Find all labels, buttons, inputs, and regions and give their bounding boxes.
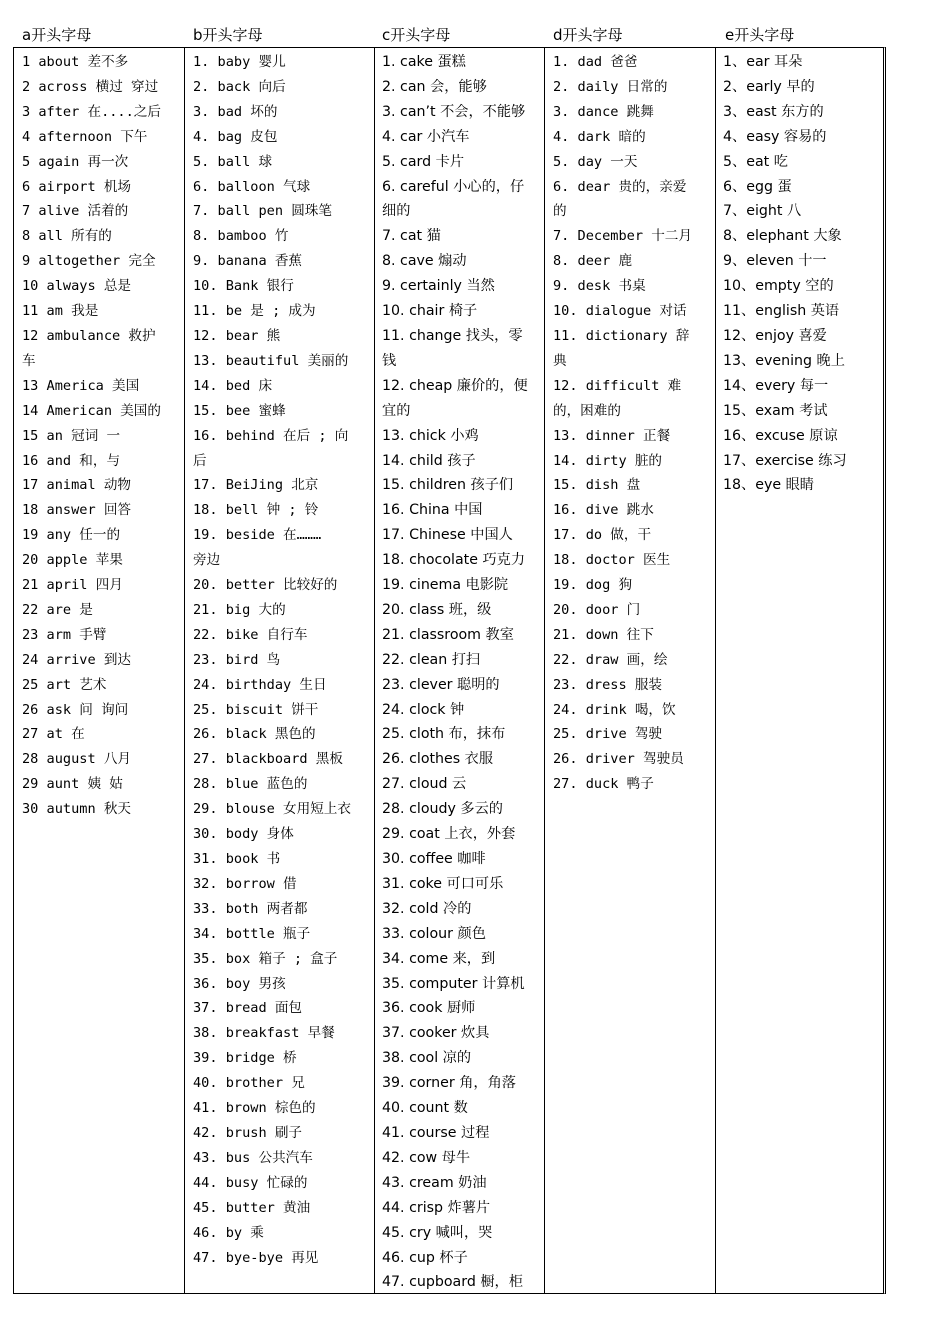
word-entry: 24. clock 钟 — [382, 701, 465, 718]
word-entry: 2. can 会，能够 — [382, 78, 487, 95]
word-entry: 26. driver 驾驶员 — [553, 751, 684, 768]
word-entry: 44. crisp 炸薯片 — [382, 1199, 491, 1216]
word-entry: 14. bed 床 — [193, 377, 273, 394]
word-entry: 16. behind 在后 ; 向 — [193, 427, 349, 444]
word-entry: 26. clothes 衣服 — [382, 751, 494, 768]
word-entry: 32. borrow 借 — [193, 875, 297, 892]
word-entry: 41. brown 棕色的 — [193, 1100, 316, 1117]
word-entry: 典 — [553, 352, 567, 369]
word-entry: 29 aunt 姨 姑 — [22, 776, 123, 793]
word-entry: 8. deer 鹿 — [553, 253, 633, 270]
word-list-a — [22, 50, 161, 822]
word-entry: 15. children 孩子们 — [382, 477, 514, 494]
word-entry: 32. cold 冷的 — [382, 900, 472, 917]
word-entry: 18. bell 钟 ; 铃 — [193, 502, 319, 519]
word-entry: 4. car 小汽车 — [382, 128, 470, 145]
word-entry: 11. change 找头，零 — [382, 327, 523, 344]
word-entry: 21. big 大的 — [193, 601, 286, 618]
word-entry: 的 — [553, 203, 567, 220]
word-entry: 37. bread 面包 — [193, 1000, 303, 1017]
word-entry: 16、excuse 原谅 — [723, 427, 838, 444]
word-entry: 24 arrive 到达 — [22, 651, 132, 668]
word-entry: 2. daily 日常的 — [553, 78, 668, 95]
word-entry: 19 any 任一的 — [22, 527, 121, 544]
word-entry: 26 ask 问 询问 — [22, 701, 129, 718]
word-entry: 24. birthday 生日 — [193, 676, 327, 693]
word-entry: 15. dish 盘 — [553, 477, 641, 494]
word-entry: 6. careful 小心的，仔 — [382, 178, 525, 195]
word-entry: 10、empty 空的 — [723, 278, 834, 295]
word-entry: 40. brother 兄 — [193, 1075, 305, 1092]
word-entry: 15、exam 考试 — [723, 402, 828, 419]
word-entry: 11. dictionary 辞 — [553, 327, 690, 344]
column-header-c: c开头字母 — [382, 26, 451, 44]
word-entry: 19. cinema 电影院 — [382, 577, 509, 594]
word-entry: 16 and 和，与 — [22, 452, 121, 469]
word-entry: 14 American 美国的 — [22, 402, 161, 419]
word-entry: 38. cool 凉的 — [382, 1050, 472, 1067]
word-entry: 39. bridge 桥 — [193, 1050, 297, 1067]
word-entry: 20. door 门 — [553, 601, 641, 618]
word-entry: 23. clever 聪明的 — [382, 676, 500, 693]
word-entry: 12、enjoy 喜爱 — [723, 327, 827, 344]
word-entry: 10. chair 椅子 — [382, 303, 478, 320]
word-entry: 23. dress 服装 — [553, 676, 663, 693]
word-entry: 10. dialogue 对话 — [553, 303, 687, 320]
word-entry: 33. both 两者都 — [193, 900, 308, 917]
word-entry: 3. dance 跳舞 — [553, 103, 654, 120]
word-entry: 8、elephant 大象 — [723, 228, 842, 245]
word-entry: 37. cooker 炊具 — [382, 1025, 490, 1042]
word-entry: 1. dad 爸爸 — [553, 54, 638, 70]
word-entry: 47. cupboard 橱，柜 — [382, 1274, 523, 1291]
word-entry: 钱 — [382, 352, 397, 369]
word-entry: 3 after 在....之后 — [22, 103, 161, 120]
word-list-b — [193, 50, 351, 1270]
word-entry: 18、eye 眼睛 — [723, 477, 814, 494]
word-entry: 24. drink 喝，饮 — [553, 701, 676, 718]
word-entry: 12. difficult 难 — [553, 377, 682, 394]
word-entry: 3. can’t 不会，不能够 — [382, 103, 526, 120]
word-entry: 13. chick 小鸡 — [382, 427, 479, 444]
word-entry: 5 again 再一次 — [22, 153, 129, 170]
word-entry: 28. blue 蓝色的 — [193, 776, 308, 793]
word-entry: 4. bag 皮包 — [193, 128, 278, 145]
word-entry: 5. day 一天 — [553, 153, 638, 170]
word-entry: 9. banana 香蕉 — [193, 253, 303, 270]
word-entry: 6. dear 贵的，亲爱 — [553, 178, 687, 195]
word-entry: 8. cave 煽动 — [382, 253, 467, 270]
word-entry: 42. cow 母牛 — [382, 1149, 471, 1166]
word-entry: 13. dinner 正餐 — [553, 427, 671, 444]
word-entry: 4 afternoon 下午 — [22, 128, 148, 145]
word-entry: 25. drive 驾驶 — [553, 726, 663, 743]
word-entry: 宜的 — [382, 402, 411, 419]
word-entry: 25. biscuit 饼干 — [193, 701, 319, 718]
word-entry: 7. ball pen 圆珠笔 — [193, 203, 332, 220]
word-entry: 16. dive 跳水 — [553, 502, 654, 519]
column-header-e: e开头字母 — [725, 26, 795, 44]
word-entry: 11 am 我是 — [22, 303, 99, 320]
word-entry: 3、east 东方的 — [723, 103, 824, 120]
word-entry: 14、every 每一 — [723, 377, 829, 394]
word-entry: 43. cream 奶油 — [382, 1174, 487, 1191]
word-entry: 14. child 孩子 — [382, 452, 476, 469]
word-entry: 7 alive 活着的 — [22, 203, 129, 220]
word-entry: 28. cloudy 多云的 — [382, 801, 503, 818]
word-entry: 4、easy 容易的 — [723, 128, 827, 145]
word-list-e — [723, 50, 847, 498]
word-entry: 20. class 班，级 — [382, 601, 492, 618]
word-entry: 17、exercise 练习 — [723, 452, 847, 469]
word-entry: 7. cat 猫 — [382, 228, 441, 245]
word-entry: 10 always 总是 — [22, 278, 132, 295]
word-entry: 的，困难的 — [553, 402, 621, 419]
word-entry: 17. Chinese 中国人 — [382, 527, 513, 544]
word-entry: 21. down 往下 — [553, 626, 654, 643]
word-entry: 15 an 冠词 一 — [22, 427, 121, 444]
word-entry: 41. course 过程 — [382, 1124, 490, 1141]
word-entry: 14. dirty 脏的 — [553, 452, 663, 469]
word-entry: 7、eight 八 — [723, 203, 802, 220]
word-entry: 6、egg 蛋 — [723, 178, 792, 195]
word-entry: 45. butter 黄油 — [193, 1199, 311, 1216]
word-entry: 17. do 做，干 — [553, 527, 652, 544]
word-entry: 40. count 数 — [382, 1100, 468, 1117]
word-entry: 10. Bank 银行 — [193, 278, 294, 295]
word-entry: 4. dark 暗的 — [553, 128, 646, 145]
word-entry: 18. chocolate 巧克力 — [382, 552, 526, 569]
word-entry: 9 altogether 完全 — [22, 253, 156, 270]
word-entry: 46. by 乘 — [193, 1224, 264, 1241]
word-entry: 12 ambulance 救护 — [22, 327, 156, 344]
word-entry: 13、evening 晚上 — [723, 352, 845, 369]
word-entry: 28 august 八月 — [22, 751, 132, 768]
word-entry: 23. bird 鸟 — [193, 651, 281, 668]
word-entry: 42. brush 刷子 — [193, 1124, 303, 1141]
word-entry: 46. cup 杯子 — [382, 1249, 468, 1266]
word-entry: 33. colour 颜色 — [382, 925, 486, 942]
word-entry: 34. bottle 瓶子 — [193, 925, 311, 942]
word-entry: 11. be 是 ; 成为 — [193, 303, 316, 320]
word-entry: 13 America 美国 — [22, 377, 140, 394]
word-entry: 1. baby 婴儿 — [193, 54, 286, 70]
word-entry: 1 about 差不多 — [22, 54, 129, 70]
column-header-d: d开头字母 — [553, 26, 623, 44]
word-entry: 29. blouse 女用短上衣 — [193, 801, 351, 818]
word-entry: 8 all 所有的 — [22, 228, 112, 245]
word-entry: 2、early 早的 — [723, 78, 815, 95]
word-entry: 36. cook 厨师 — [382, 1000, 476, 1017]
word-entry: 43. bus 公共汽车 — [193, 1149, 313, 1166]
word-entry: 12. cheap 廉价的，便 — [382, 377, 528, 394]
word-entry: 3. bad 坏的 — [193, 103, 278, 120]
word-entry: 5. card 卡片 — [382, 153, 465, 170]
word-entry: 2 across 横过 穿过 — [22, 78, 159, 95]
word-entry: 5. ball 球 — [193, 153, 273, 170]
word-entry: 7. December 十二月 — [553, 228, 692, 245]
word-entry: 29. coat 上衣，外套 — [382, 826, 516, 843]
word-entry: 45. cry 喊叫，哭 — [382, 1224, 493, 1241]
word-entry: 5、eat 吃 — [723, 153, 788, 170]
word-entry: 13. beautiful 美丽的 — [193, 352, 349, 369]
word-entry: 20 apple 苹果 — [22, 552, 123, 569]
word-entry: 34. come 来，到 — [382, 950, 496, 967]
word-entry: 27 at 在 — [22, 726, 85, 743]
word-list-d — [553, 50, 692, 797]
word-entry: 11、english 英语 — [723, 303, 840, 320]
word-entry: 31. coke 可口可乐 — [382, 875, 504, 892]
word-entry: 6 airport 机场 — [22, 178, 132, 195]
word-entry: 21 april 四月 — [22, 577, 123, 594]
word-entry: 27. cloud 云 — [382, 776, 467, 793]
word-entry: 16. China 中国 — [382, 502, 483, 519]
word-list-c — [382, 50, 528, 1295]
word-entry: 9、eleven 十一 — [723, 253, 827, 270]
word-entry: 30 autumn 秋天 — [22, 801, 132, 818]
column-header-a: a开头字母 — [22, 26, 92, 44]
word-entry: 39. corner 角，角落 — [382, 1075, 516, 1092]
word-entry: 21. classroom 教室 — [382, 626, 514, 643]
word-entry: 20. better 比较好的 — [193, 577, 338, 594]
word-entry: 17. BeiJing 北京 — [193, 477, 319, 494]
word-entry: 22. clean 打扫 — [382, 651, 481, 668]
word-entry: 22 are 是 — [22, 601, 93, 618]
word-entry: 细的 — [382, 203, 411, 220]
word-entry: 36. boy 男孩 — [193, 975, 286, 992]
word-entry: 1、ear 耳朵 — [723, 54, 803, 70]
word-entry: 18. doctor 医生 — [553, 552, 671, 569]
word-entry: 25. cloth 布，抹布 — [382, 726, 506, 743]
word-entry: 19. beside 在……… — [193, 527, 322, 544]
word-entry: 22. bike 自行车 — [193, 626, 308, 643]
word-entry: 9. certainly 当然 — [382, 278, 495, 295]
word-entry: 38. breakfast 早餐 — [193, 1025, 335, 1042]
word-entry: 35. computer 计算机 — [382, 975, 525, 992]
word-entry: 9. desk 书桌 — [553, 278, 646, 295]
word-entry: 35. box 箱子 ; 盒子 — [193, 950, 338, 967]
word-entry: 8. bamboo 竹 — [193, 228, 289, 245]
word-entry: 17 animal 动物 — [22, 477, 132, 494]
word-entry: 31. book 书 — [193, 851, 281, 867]
word-entry: 15. bee 蜜蜂 — [193, 402, 286, 419]
word-entry: 19. dog 狗 — [553, 577, 633, 594]
word-entry: 26. black 黑色的 — [193, 726, 316, 743]
word-entry: 30. body 身体 — [193, 826, 294, 843]
word-entry: 旁边 — [193, 552, 221, 569]
word-entry: 18 answer 回答 — [22, 502, 132, 519]
word-entry: 后 — [193, 452, 207, 469]
column-header-b: b开头字母 — [193, 26, 263, 44]
word-entry: 1. cake 蛋糕 — [382, 54, 466, 70]
word-entry: 30. coffee 咖啡 — [382, 851, 486, 867]
word-entry: 47. bye-bye 再见 — [193, 1249, 319, 1266]
word-entry: 12. bear 熊 — [193, 327, 281, 344]
word-entry: 23 arm 手臂 — [22, 626, 107, 643]
word-entry: 车 — [22, 352, 36, 369]
word-entry: 27. duck 鸭子 — [553, 776, 654, 793]
word-entry: 25 art 艺术 — [22, 676, 107, 693]
word-entry: 22. draw 画，绘 — [553, 651, 668, 668]
word-entry: 27. blackboard 黑板 — [193, 751, 343, 768]
word-entry: 44. busy 忙碌的 — [193, 1174, 308, 1191]
word-entry: 6. balloon 气球 — [193, 178, 311, 195]
word-entry: 2. back 向后 — [193, 78, 286, 95]
